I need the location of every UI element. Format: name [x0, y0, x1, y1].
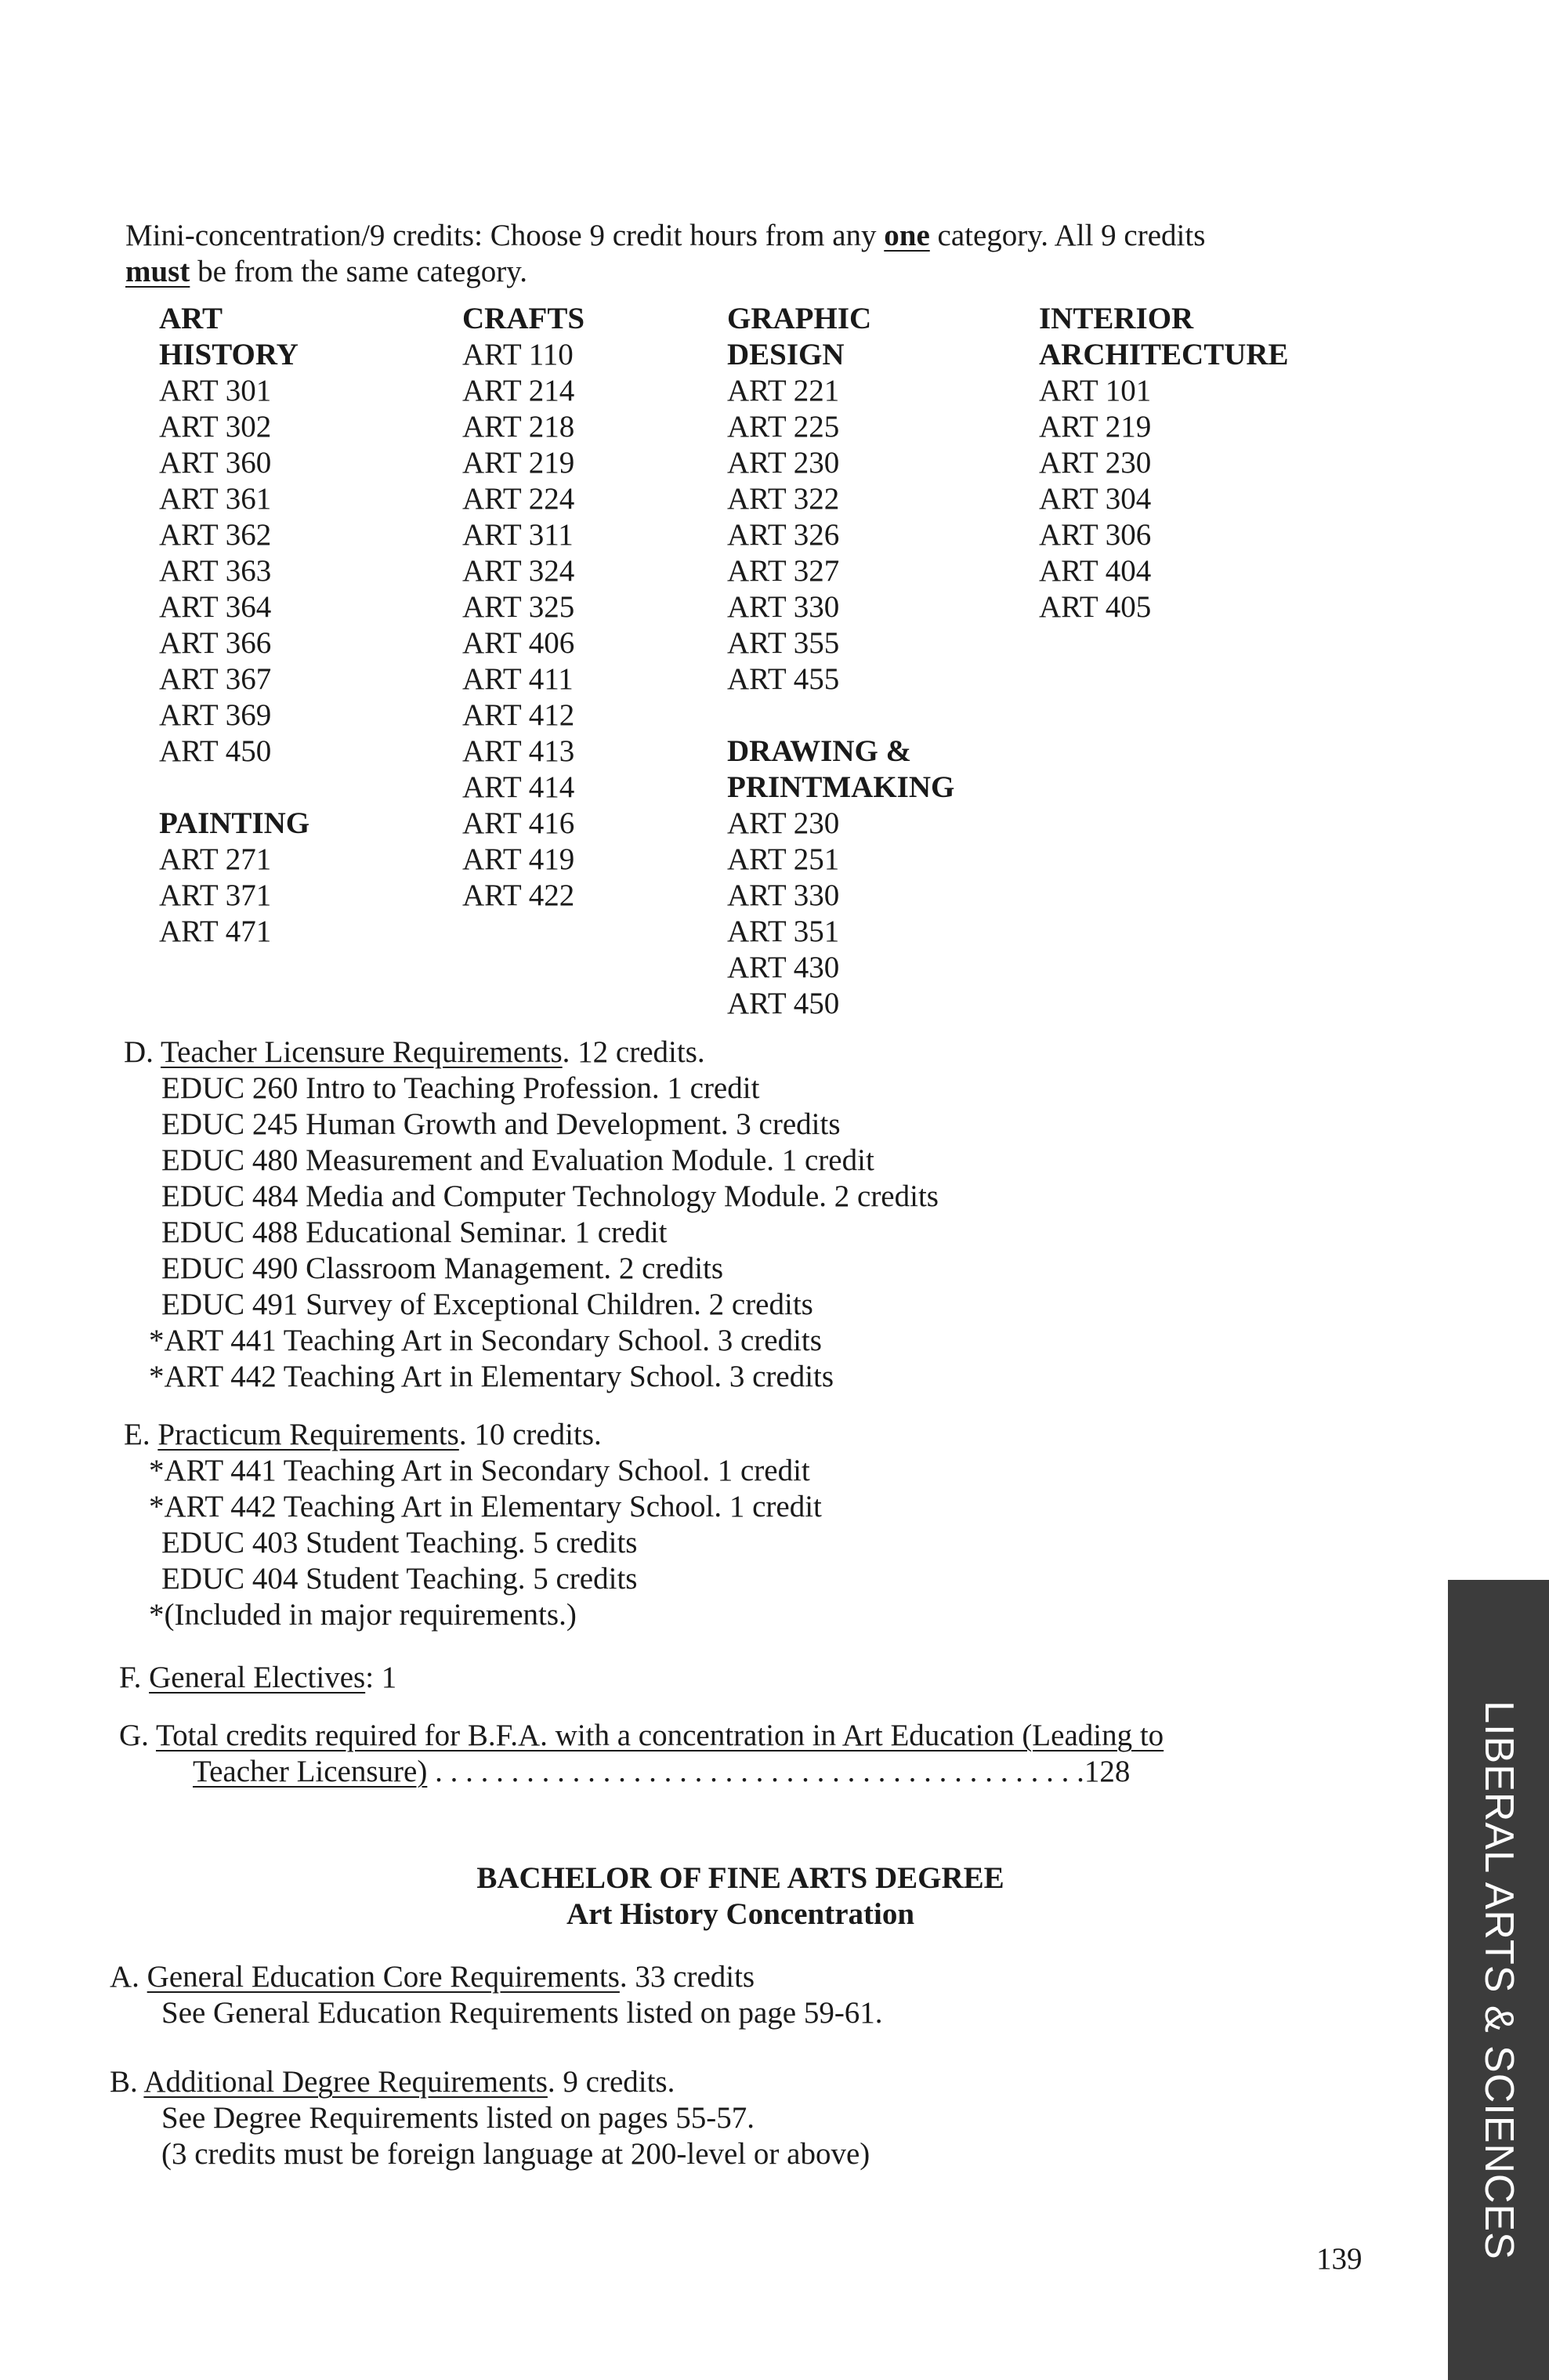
requirement-item: EDUC 490 Classroom Management. 2 credits: [161, 1252, 724, 1285]
section-title: General Education Core Requirements: [147, 1960, 620, 1994]
bfa-section-b-heading: [110, 2064, 675, 2100]
category-heading: GRAPHIC: [727, 302, 872, 335]
course-item: ART 230: [1039, 446, 1152, 480]
section-letter: D.: [124, 1035, 154, 1069]
course-item: ART 430: [727, 951, 840, 984]
category-heading: PAINTING: [159, 806, 310, 840]
requirement-item: EDUC 480 Measurement and Evaluation Module. 1 credit: [161, 1143, 874, 1177]
course-item: ART 450: [727, 987, 840, 1020]
course-item: ART 367: [159, 662, 272, 696]
course-item: ART 330: [727, 878, 840, 912]
bfa-section-b-note-1: See Degree Requirements listed on pages 55-57.: [161, 2101, 755, 2135]
bfa-section-a-heading: [110, 1959, 755, 1995]
requirement-item: EDUC 491 Survey of Exceptional Children. 2 credits: [161, 1288, 813, 1321]
course-item: ART 325: [462, 590, 575, 624]
intro-line-1: [125, 218, 1205, 254]
course-item: ART 306: [1039, 518, 1152, 552]
course-item: ART 304: [1039, 482, 1152, 516]
section-e-heading: [124, 1417, 602, 1453]
intro-emphasis-must: must: [125, 255, 190, 288]
section-g-line-2: [193, 1754, 1130, 1790]
course-item: ART 219: [1039, 410, 1152, 444]
requirement-item: EDUC 403 Student Teaching. 5 credits: [161, 1526, 638, 1559]
course-item: ART 471: [159, 915, 272, 948]
requirement-item: EDUC 260 Intro to Teaching Profession. 1 credit: [161, 1071, 760, 1105]
section-d-heading: [124, 1034, 705, 1070]
section-value: : 1: [365, 1661, 397, 1694]
section-title: Practicum Requirements: [157, 1418, 459, 1451]
section-credits: . 33 credits: [619, 1960, 755, 1994]
requirement-item: EDUC 484 Media and Computer Technology Module. 2 credits: [161, 1179, 939, 1213]
course-item: ART 362: [159, 518, 272, 552]
course-item: ART 322: [727, 482, 840, 516]
category-heading: HISTORY: [159, 338, 299, 371]
course-item: ART 355: [727, 626, 840, 660]
category-heading: CRAFTS: [462, 302, 585, 335]
course-item: ART 225: [727, 410, 840, 444]
side-tab-label: LIBERAL ARTS & SCIENCES: [1475, 1700, 1522, 2260]
degree-subtitle: Art History Concentration: [566, 1897, 915, 1931]
course-item: ART 326: [727, 518, 840, 552]
intro-text-end: category. All 9 credits: [929, 219, 1206, 252]
category-heading: DRAWING &: [727, 734, 912, 768]
section-f-heading: [119, 1660, 396, 1696]
section-title: Total credits required for B.F.A. with a concentration in Art Education (Leading to: [155, 1719, 1164, 1752]
course-item: ART 327: [727, 554, 840, 588]
course-item: ART 219: [462, 446, 575, 480]
category-art-history: [159, 301, 299, 770]
category-heading: DESIGN: [727, 338, 845, 371]
category-interior-architecture: [1039, 301, 1289, 625]
section-title-cont: Teacher Licensure): [193, 1755, 428, 1788]
requirement-item: *ART 441 Teaching Art in Secondary School. 1 credit: [149, 1454, 810, 1487]
degree-title: BACHELOR OF FINE ARTS DEGREE: [476, 1861, 1004, 1895]
requirement-item: *ART 442 Teaching Art in Elementary School. 1 credit: [149, 1490, 822, 1523]
section-letter: B.: [110, 2065, 138, 2099]
course-item: ART 406: [462, 626, 575, 660]
section-title: Teacher Licensure Requirements: [160, 1035, 563, 1069]
course-item: ART 110: [462, 338, 574, 371]
section-credits: . 9 credits.: [547, 2065, 675, 2099]
course-item: ART 413: [462, 734, 575, 768]
section-side-tab: [1448, 1580, 1549, 2380]
intro-text-2: be from the same category.: [190, 255, 527, 288]
course-item: ART 414: [462, 770, 575, 804]
course-item: ART 351: [727, 915, 840, 948]
section-title: General Electives: [149, 1661, 366, 1694]
section-title: Additional Degree Requirements: [143, 2065, 548, 2099]
course-item: ART 455: [727, 662, 840, 696]
category-heading: PRINTMAKING: [727, 770, 955, 804]
requirement-item: *(Included in major requirements.): [149, 1598, 577, 1632]
course-item: ART 330: [727, 590, 840, 624]
course-item: ART 369: [159, 698, 272, 732]
course-item: ART 371: [159, 878, 272, 912]
course-item: ART 360: [159, 446, 272, 480]
requirement-item: *ART 441 Teaching Art in Secondary School. 3 credits: [149, 1324, 822, 1357]
section-g-line-1: [119, 1718, 1164, 1754]
category-heading: ART: [159, 302, 223, 335]
requirement-item: EDUC 488 Educational Seminar. 1 credit: [161, 1215, 668, 1249]
section-credits: . 10 credits.: [458, 1418, 602, 1451]
category-heading: INTERIOR: [1039, 302, 1194, 335]
course-item: ART 224: [462, 482, 575, 516]
course-item: ART 361: [159, 482, 272, 516]
course-item: ART 412: [462, 698, 575, 732]
bfa-section-b-note-2: (3 credits must be foreign language at 200-level or above): [161, 2137, 870, 2171]
section-letter: F.: [119, 1661, 142, 1694]
section-letter: A.: [110, 1960, 139, 1994]
course-item: ART 324: [462, 554, 575, 588]
course-item: ART 364: [159, 590, 272, 624]
section-e-list: [149, 1453, 822, 1633]
course-item: ART 450: [159, 734, 272, 768]
section-credits: . 12 credits.: [562, 1035, 705, 1069]
course-item: ART 366: [159, 626, 272, 660]
requirement-item: *ART 442 Teaching Art in Elementary School. 3 credits: [149, 1360, 834, 1393]
course-item: ART 221: [727, 374, 840, 408]
intro-emphasis-one: one: [884, 219, 930, 252]
course-item: ART 411: [462, 662, 574, 696]
course-item: ART 302: [159, 410, 272, 444]
category-graphic-design: [727, 301, 871, 697]
course-item: ART 405: [1039, 590, 1152, 624]
course-item: ART 251: [727, 842, 840, 876]
category-heading: ARCHITECTURE: [1039, 338, 1289, 371]
category-painting: [159, 806, 309, 950]
course-item: ART 230: [727, 806, 840, 840]
dot-leader: . . . . . . . . . . . . . . . . . . . . . . . . . . . . . . . . . . . . . . . . . . .: [427, 1755, 1084, 1788]
course-item: ART 214: [462, 374, 575, 408]
course-item: ART 422: [462, 878, 575, 912]
bfa-section-a-note: See General Education Requirements listed on page 59-61.: [161, 1996, 883, 2030]
course-item: ART 301: [159, 374, 272, 408]
course-item: ART 404: [1039, 554, 1152, 588]
course-item: ART 218: [462, 410, 575, 444]
course-item: ART 311: [462, 518, 574, 552]
section-letter: G.: [119, 1719, 149, 1752]
requirement-item: EDUC 404 Student Teaching. 5 credits: [161, 1562, 638, 1596]
course-item: ART 230: [727, 446, 840, 480]
intro-line-2: [125, 254, 527, 290]
section-d-list: [149, 1070, 939, 1395]
category-drawing-printmaking: [727, 734, 954, 1022]
total-credits: 128: [1084, 1755, 1131, 1788]
section-letter: E.: [124, 1418, 150, 1451]
category-crafts: [462, 301, 584, 914]
requirement-item: EDUC 245 Human Growth and Development. 3 credits: [161, 1107, 841, 1141]
course-item: ART 416: [462, 806, 575, 840]
course-item: ART 271: [159, 842, 272, 876]
course-item: ART 363: [159, 554, 272, 588]
intro-text: Mini-concentration/9 credits: Choose 9 credit hours from any: [125, 219, 885, 252]
page-number: 139: [1316, 2242, 1363, 2276]
course-item: ART 419: [462, 842, 575, 876]
course-item: ART 101: [1039, 374, 1152, 408]
